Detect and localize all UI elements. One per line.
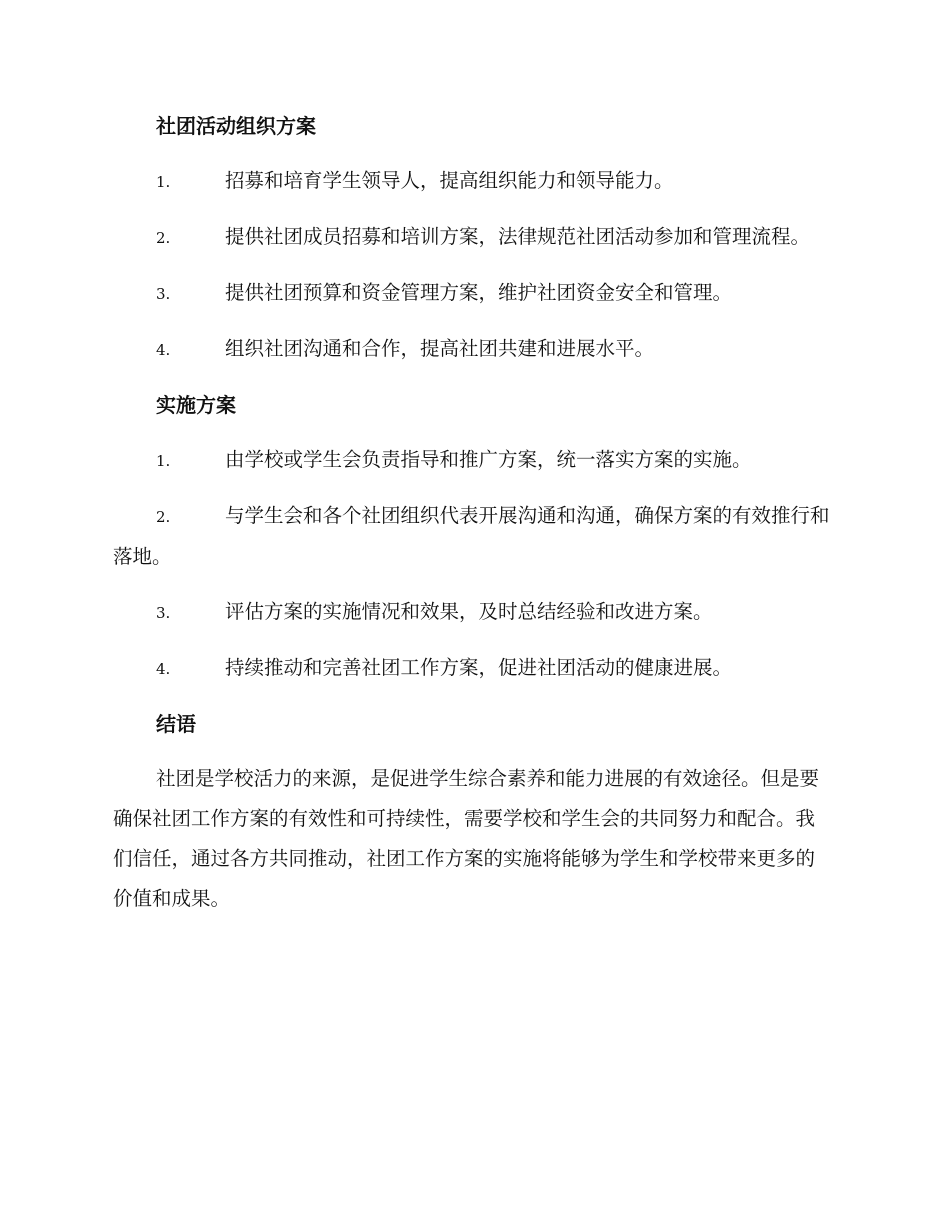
list-number: 2. bbox=[156, 508, 171, 526]
list-item-text: 提供社团预算和资金管理方案，维护社团资金安全和管理。 bbox=[225, 281, 733, 304]
list-item-text: 提供社团成员招募和培训方案，法律规范社团活动参加和管理流程。 bbox=[225, 225, 811, 248]
list-number: 1. bbox=[156, 452, 171, 470]
list-number: 3. bbox=[156, 285, 171, 303]
list-item-text: 与学生会和各个社团组织代表开展沟通和沟通，确保方案的有效推行和落地。 bbox=[113, 504, 830, 568]
list-item bbox=[113, 161, 833, 202]
list-number: 2. bbox=[156, 229, 171, 247]
list-item-text: 组织社团沟通和合作，提高社团共建和进展水平。 bbox=[225, 337, 655, 360]
list-number: 4. bbox=[156, 341, 171, 359]
list-item-text: 持续推动和完善社团工作方案，促进社团活动的健康进展。 bbox=[225, 656, 733, 679]
list-item-text: 由学校或学生会负责指导和推广方案，统一落实方案的实施。 bbox=[225, 448, 752, 471]
list-item-text: 招募和培育学生领导人，提高组织能力和领导能力。 bbox=[225, 169, 674, 192]
section-club-activity-plan bbox=[113, 106, 833, 370]
list-number: 1. bbox=[156, 173, 171, 191]
section-conclusion bbox=[113, 704, 833, 919]
section-implementation-plan bbox=[113, 385, 833, 689]
list-number: 3. bbox=[156, 604, 171, 622]
list-item bbox=[113, 592, 833, 633]
list-item bbox=[113, 329, 833, 370]
list-item-text: 评估方案的实施情况和效果，及时总结经验和改进方案。 bbox=[225, 600, 713, 623]
list-number: 4. bbox=[156, 660, 171, 678]
list-item bbox=[113, 273, 833, 314]
list-item bbox=[113, 496, 833, 577]
list-item bbox=[113, 217, 833, 258]
list-item bbox=[113, 440, 833, 481]
section-heading: 结语 bbox=[156, 712, 196, 736]
list-item bbox=[113, 648, 833, 689]
conclusion-paragraph: 社团是学校活力的来源，是促进学生综合素养和能力进展的有效途径。但是要确保社团工作方案的有效性和可持续性，需要学校和学生会的共同努力和配合。我们信任，通过各方共同推动，社团工作方案的实施将能够为学生和学校带来更多的价值和成果。 bbox=[113, 767, 820, 910]
section-heading: 社团活动组织方案 bbox=[156, 114, 316, 138]
section-heading: 实施方案 bbox=[156, 393, 236, 417]
